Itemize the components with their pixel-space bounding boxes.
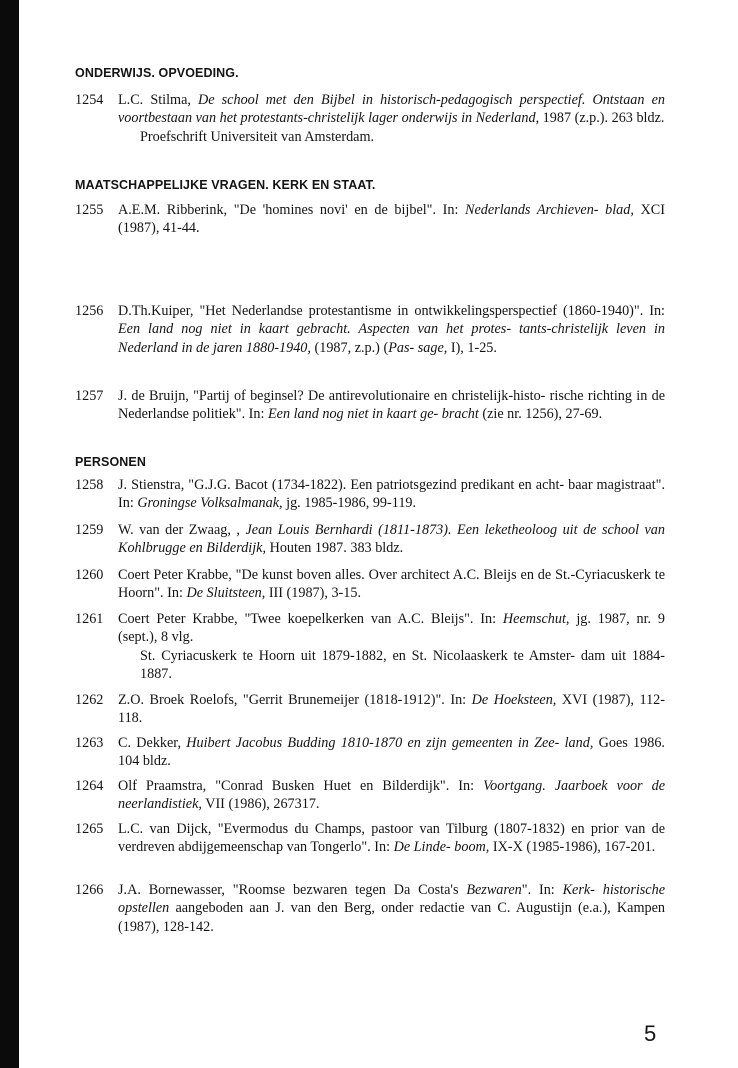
entry-text: Coert Peter Krabbe, "De kunst boven alles. Over architect A.C. Bleijs en de St.-Cyriacuskerk te Hoorn". In: De Sluitsteen, III (1987), 3-15. (118, 567, 665, 602)
binding-edge (0, 0, 19, 1068)
entry-number: 1255 (75, 202, 104, 218)
entry-text: A.E.M. Ribberink, "De 'homines novi' en de bijbel". In: Nederlands Archieven- blad, XCI (1987), 41-44. (118, 202, 665, 237)
entry-text: C. Dekker, Huibert Jacobus Budding 1810-1870 en zijn gemeenten in Zee- land, Goes 1986. 104 bldz. (118, 735, 665, 770)
entry-text: Z.O. Broek Roelofs, "Gerrit Brunemeijer (1818-1912)". In: De Hoeksteen, XVI (1987), 112-118. (118, 692, 665, 727)
entry-number: 1263 (75, 735, 104, 751)
entry-1261 (75, 610, 665, 683)
entry-text: J. de Bruijn, "Partij of beginsel? De antirevolutionaire en christelijk-histo- rische richting in de Nederlandse politiek". In: Een land nog niet in kaart ge- bracht (zie nr. 1256), 27-69. (118, 388, 665, 423)
entry-number: 1254 (75, 92, 104, 108)
entry-text: J.A. Bornewasser, "Roomse bezwaren tegen Da Costa's Bezwaren". In: Kerk- historische opstellen aangeboden aan J. van den Berg, onder redactie van C. Augustijn (e.a.), Kampen (1987), 128-142. (118, 882, 665, 935)
entry-1262 (75, 691, 665, 728)
entry-number: 1257 (75, 388, 104, 404)
entry-1257 (75, 387, 665, 424)
entry-1265 (75, 820, 665, 857)
entry-text: D.Th.Kuiper, "Het Nederlandse protestantisme in ontwikkelingsperspectief (1860-1940)". In: Een land nog niet in kaart gebracht. Aspecten van het protes- tants-christelijk leven in Nederland in de jaren 1880-1940, (1987, z.p.) (Pas- sage, I), 1-25. (118, 303, 665, 356)
page-number: 5 (644, 1021, 657, 1046)
entry-text: J. Stienstra, "G.J.G. Bacot (1734-1822). Een patriotsgezind predikant en acht- baar magistraat". In: Groningse Volksalmanak, jg. 1985-1986, 99-119. (118, 477, 665, 512)
entry-text: Olf Praamstra, "Conrad Busken Huet en Bilderdijk". In: Voortgang. Jaarboek voor de neerlandistiek, VII (1986), 267317. (118, 778, 665, 813)
entry-note: Proefschrift Universiteit van Amsterdam. (140, 128, 375, 145)
entry-number: 1262 (75, 692, 104, 708)
entry-text: W. van der Zwaag, , Jean Louis Bernhardi (1811-1873). Een leketheoloog uit de school van Kohlbrugge en Bilderdijk, Houten 1987. 383 bldz. (118, 522, 665, 557)
entry-number: 1264 (75, 778, 104, 794)
section-heading-personen: PERSONEN (75, 455, 146, 469)
entry-1255 (75, 201, 665, 238)
entry-note: St. Cyriacuskerk te Hoorn uit 1879-1882, en St. Nicolaaskerk te Amster- dam uit 1884-1887. (140, 647, 665, 682)
entry-number: 1259 (75, 522, 104, 538)
entry-1256 (75, 302, 665, 357)
entry-1266 (75, 881, 665, 936)
entry-1263 (75, 734, 665, 771)
entry-1264 (75, 777, 665, 814)
section-heading-onderwijs: ONDERWIJS. OPVOEDING. (75, 66, 239, 80)
entry-number: 1266 (75, 882, 104, 898)
entry-1254 (75, 91, 665, 146)
entry-text: L.C. van Dijck, "Evermodus du Champs, pastoor van Tilburg (1807-1832) en prior van de verdreven abdijgemeenschap van Tongerlo". In: De Linde- boom, IX-X (1985-1986), 167-201. (118, 821, 665, 856)
entry-number: 1256 (75, 303, 104, 319)
entry-number: 1260 (75, 567, 104, 583)
entry-number: 1261 (75, 611, 104, 627)
entry-1260 (75, 566, 665, 603)
entry-text: L.C. Stilma, De school met den Bijbel in historisch-pedagogisch perspectief. Ontstaan en voortbestaan van het protestants-christelijk lager onderwijs in Nederland, 1987 (z.p.). 263 bldz. Proefschrift Universiteit van Amsterdam. (118, 92, 665, 145)
entry-text: Coert Peter Krabbe, "Twee koepelkerken van A.C. Bleijs". In: Heemschut, jg. 1987, nr. 9 (sept.), 8 vlg. St. Cyriacuskerk te Hoorn uit 1879-1882, en St. Nicolaaskerk te Amster- dam uit 1884-1887. (118, 611, 665, 682)
entry-number: 1265 (75, 821, 104, 837)
section-heading-maatschappelijke-vragen: MAATSCHAPPELIJKE VRAGEN. KERK EN STAAT. (75, 178, 376, 192)
entry-1258 (75, 476, 665, 513)
entry-1259 (75, 521, 665, 558)
entry-number: 1258 (75, 477, 104, 493)
